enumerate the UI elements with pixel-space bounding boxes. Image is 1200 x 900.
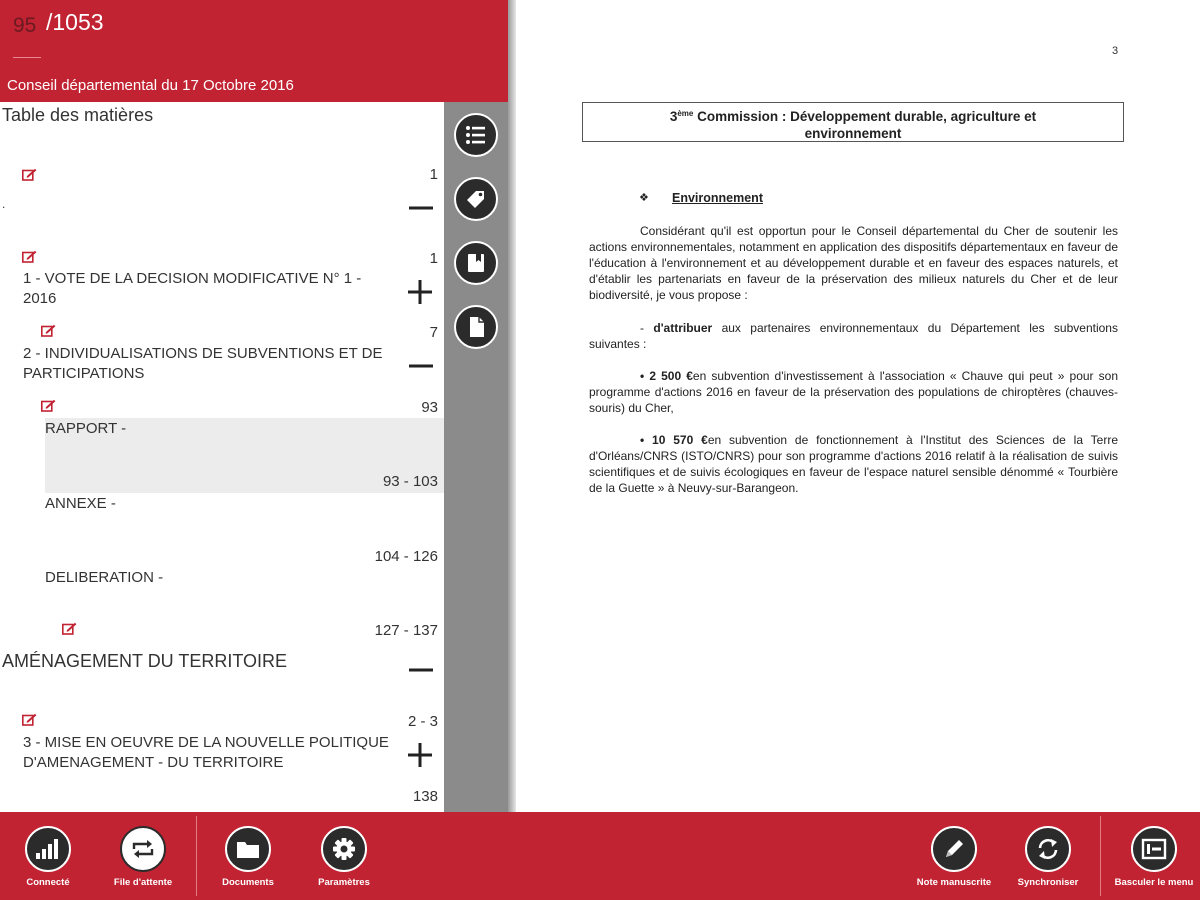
subsidy-1-text: en subvention d'investissement à l'association « Chauve qui peut » pour son programme d'actions 2016 en faveur de la préservation des populations de chiroptères (chauves-souris) du Cher, xyxy=(589,369,1118,415)
queue-label: File d'attente xyxy=(113,877,173,888)
edit-annotation-icon[interactable] xyxy=(62,622,77,635)
collapse-minus-icon[interactable] xyxy=(408,195,434,221)
section-title: Environnement xyxy=(672,191,763,205)
collapse-minus-icon[interactable] xyxy=(408,657,434,683)
commission-title-box xyxy=(582,102,1124,142)
signal-bars-icon xyxy=(25,826,71,872)
toggle-menu-label: Basculer le menu xyxy=(1114,877,1194,888)
toc-subitem-rapport[interactable]: RAPPORT - xyxy=(45,420,127,437)
paragraph-attribution xyxy=(589,320,1118,352)
toc-page-number: 7 xyxy=(429,324,438,341)
commission-number: 3 xyxy=(669,109,678,124)
toc-page-number: 1 xyxy=(429,166,438,183)
document-viewer[interactable] xyxy=(516,0,1200,812)
edit-annotation-icon[interactable] xyxy=(22,168,37,181)
document-icon[interactable] xyxy=(454,305,498,349)
toc-item-label[interactable]: 2 - INDIVIDUALISATIONS DE SUBVENTIONS ET DE PARTICIPATIONS xyxy=(23,345,383,382)
document-page-number: 3 xyxy=(1112,45,1119,57)
toc-page-number: 2 - 3 xyxy=(407,713,438,730)
paragraph-intro: Considérant qu'il est opportun pour le Conseil départemental du Cher de soutenir les actions environnementales, notamment en application des dispositifs départementaux en faveur de l'éducation à l'environnement et au développement durable et en faveur des espaces naturels, et d'établir les partenariats en faveur de la préservation des milieux naturels du Cher et de leur biodiversité, je vous propose : xyxy=(589,224,1118,302)
commission-title-line2: environnement xyxy=(804,126,902,141)
expand-plus-icon[interactable] xyxy=(407,279,433,305)
subsidy-1-amount: • 2 500 € xyxy=(640,369,693,383)
edit-annotation-icon[interactable] xyxy=(22,713,37,726)
attribution-verb: d'attribuer xyxy=(653,321,713,335)
toc-section-heading[interactable]: AMÉNAGEMENT DU TERRITOIRE xyxy=(2,651,288,671)
list-icon[interactable] xyxy=(454,113,498,157)
documents-label: Documents xyxy=(222,877,274,888)
edit-annotation-icon[interactable] xyxy=(41,399,56,412)
toc-item-label[interactable]: 1 - VOTE DE LA DECISION MODIFICATIVE N° 1 - 2016 xyxy=(23,270,362,307)
table-of-contents xyxy=(0,102,444,812)
edit-annotation-icon[interactable] xyxy=(22,250,37,263)
attribution-text: aux partenaires environnementaux du Département les subventions suivantes : xyxy=(589,321,1118,351)
sync-button[interactable] xyxy=(1002,826,1094,900)
sync-icon xyxy=(1025,826,1071,872)
toc-heading: Table des matières xyxy=(2,105,154,125)
collapse-minus-icon[interactable] xyxy=(408,353,434,379)
toolbar-separator xyxy=(1100,816,1101,896)
dash: - xyxy=(640,321,654,335)
paragraph-subsidy-2 xyxy=(589,432,1118,496)
toc-page-number: 138 xyxy=(412,788,438,805)
gear-icon xyxy=(321,826,367,872)
toc-subitem-annexe[interactable]: ANNEXE - xyxy=(45,495,116,512)
repeat-arrows-icon xyxy=(120,826,166,872)
viewer-shadow xyxy=(508,0,516,812)
paragraph-subsidy-1 xyxy=(589,368,1118,416)
toc-page-range: 93 - 103 xyxy=(382,473,438,490)
session-title: Conseil départemental du 17 Octobre 2016 xyxy=(7,77,294,94)
queue-button[interactable] xyxy=(97,826,189,900)
edit-annotation-icon[interactable] xyxy=(41,324,56,337)
toc-empty-label: . xyxy=(2,197,6,211)
tag-icon[interactable] xyxy=(454,177,498,221)
subsidy-2-text: en subvention de fonctionnement à l'Institut des Sciences de la Terre d'Orléans/CNRS (ISTO/CNRS) pour son programme d'actions 2016 relatif à la réalisation de suivis scientifiques et de suivis écologiques en faveur de l'espace naturel sensible dénommé « Tourbière de la Guette » à Neuvy-sur-Barangeon. xyxy=(589,433,1118,495)
expand-plus-icon[interactable] xyxy=(407,742,433,768)
toolbar-separator xyxy=(196,816,197,896)
toggle-menu-icon xyxy=(1131,826,1177,872)
header xyxy=(0,0,508,102)
connected-label: Connecté xyxy=(26,877,70,888)
side-toolbar xyxy=(444,102,508,812)
sync-label: Synchroniser xyxy=(1017,877,1079,888)
connected-button[interactable] xyxy=(2,826,94,900)
settings-label: Paramètres xyxy=(318,877,370,888)
total-pages: /1053 xyxy=(46,9,104,35)
settings-button[interactable] xyxy=(298,826,390,900)
toggle-menu-button[interactable] xyxy=(1108,826,1200,900)
bottom-toolbar xyxy=(0,812,1200,900)
pencil-icon xyxy=(931,826,977,872)
subsidy-2-amount: • 10 570 € xyxy=(640,433,708,447)
toc-page-range: 104 - 126 xyxy=(374,548,438,565)
toc-page-number: 93 xyxy=(421,399,438,416)
bookmark-icon[interactable] xyxy=(454,241,498,285)
toc-subitem-deliberation[interactable]: DELIBERATION - xyxy=(45,569,164,586)
folder-icon xyxy=(225,826,271,872)
handwritten-note-label: Note manuscrite xyxy=(916,877,992,888)
toc-page-range: 127 - 137 xyxy=(374,622,438,639)
page-input-underline xyxy=(13,57,41,58)
toc-item-label[interactable]: 3 - MISE EN OEUVRE DE LA NOUVELLE POLITIQUE D'AMENAGEMENT - DU TERRITOIRE xyxy=(23,734,389,771)
diamond-bullet-icon: ❖ xyxy=(639,192,649,204)
commission-title: Commission : Développement durable, agriculture et xyxy=(693,109,1037,124)
handwritten-note-button[interactable] xyxy=(908,826,1000,900)
documents-button[interactable] xyxy=(202,826,294,900)
current-page-number[interactable]: 95 xyxy=(13,14,37,37)
commission-ordinal: ème xyxy=(677,109,694,118)
toc-page-number: 1 xyxy=(429,250,438,267)
